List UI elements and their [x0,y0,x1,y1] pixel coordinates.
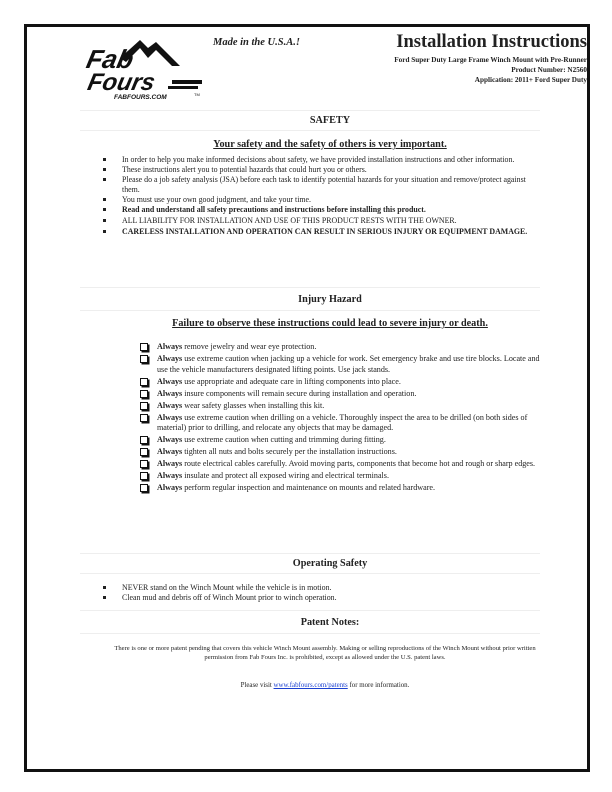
injury-item [140,435,540,446]
checkbox-icon [140,448,148,456]
safety-item [100,216,535,226]
always-label: Always [157,354,183,363]
injury-item-text: tighten all nuts and bolts securely per the installation instructions. [184,447,397,456]
safety-list [100,155,535,237]
safety-item-text: Please do a job safety analysis (JSA) before each task to identify potential hazards for your situation and remove/protect against them. [122,175,526,194]
injury-item-text: use extreme caution when drilling on a vehicle. Thoroughly inspect the area to be drilled (on both sides of material) prior to drilling, and relocate any objects that may be damaged. [157,412,528,432]
visit-suffix: for more information. [347,682,410,689]
divider [80,553,540,554]
injury-item [140,342,540,353]
always-label: Always [157,435,183,444]
always-label: Always [157,342,183,351]
safety-item-text: In order to help you make informed decisions about safety, we have provided installation instructions and other information. [122,155,515,164]
checkbox-icon [140,343,148,351]
divider [80,110,540,111]
injury-item [140,354,540,375]
divider [80,633,540,634]
always-label: Always [157,400,183,410]
checkbox-icon [140,460,148,468]
patents-link[interactable]: www.fabfours.com/patents [273,682,348,689]
injury-item-text: route electrical cables carefully. Avoid moving parts, components that become hot and rough or sharp edges. [184,459,536,468]
injury-item-text: use appropriate and adequate care in lifting components into place. [184,376,401,386]
divider [80,310,540,311]
patent-body: There is one or more patent pending that covers this vehicle Winch Mount assembly. Making or selling reproductions of the Winch Mount without prior written permission from Fab Fours Inc. is prohibited, except as allowed under the U.S. patent laws. [114,645,536,662]
safety-item-text: These instructions alert you to potential hazards that could hurt you or others. [122,165,367,175]
injury-item-text: use extreme caution when cutting and trimming during fitting. [184,435,386,444]
injury-item-text: perform regular inspection and maintenance on mounts and related hardware. [184,483,436,492]
checkbox-icon [140,378,148,386]
safety-item-text: ALL LIABILITY FOR INSTALLATION AND USE OF THIS PRODUCT RESTS WITH THE OWNER. [122,215,457,225]
safety-item-text: You must use your own good judgment, and take your time. [122,195,311,205]
application: Application: 2011+ Ford Super Duty [474,76,587,84]
safety-heading: SAFETY [309,115,351,126]
made-in-usa: Made in the U.S.A.! [213,37,300,48]
safety-item-text: CARELESS INSTALLATION AND OPERATION CAN RESULT IN SERIOUS INJURY OR EQUIPMENT DAMAGE. [122,227,528,237]
operating-item-text: NEVER stand on the Winch Mount while the vehicle is in motion. [122,583,332,592]
injury-item [140,459,540,470]
injury-item [140,413,540,434]
checkbox-icon [140,402,148,410]
always-label: Always [157,447,183,456]
injury-item [140,401,540,412]
patent-heading: Patent Notes: [300,617,360,628]
operating-heading: Operating Safety [292,558,368,569]
injury-item [140,483,540,494]
always-label: Always [157,412,183,422]
safety-item [100,205,535,215]
visit-prefix: Please visit [240,682,274,689]
injury-item [140,471,540,482]
svg-text:FABFOURS.COM: FABFOURS.COM [114,94,167,101]
checkbox-icon [140,484,148,492]
safety-item [100,165,535,175]
safety-item [100,155,535,165]
injury-item-text: use extreme caution when jacking up a vehicle for work. Set emergency brake and use tire blocks. Locate and use the vehicle manufacturers designated lifting points. Use jack stands. [157,354,540,374]
svg-text:Fab: Fab [84,44,137,74]
injury-item-text: insure components will remain secure during installation and operation. [184,388,417,398]
safety-item-text: Read and understand all safety precautions and instructions before installing this product. [122,205,426,215]
always-label: Always [157,471,183,480]
always-label: Always [157,376,183,386]
safety-subheading: Your safety and the safety of others is very important. [213,139,447,150]
safety-item [100,175,535,194]
svg-text:TM: TM [194,92,200,97]
always-label: Always [157,483,183,492]
checkbox-icon [140,390,148,398]
checkbox-icon [140,414,148,422]
doc-title: Installation Instructions [396,32,587,52]
divider [80,287,540,288]
operating-item-text: Clean mud and debris off of Winch Mount prior to winch operation. [122,593,337,603]
safety-item [100,227,535,237]
product-description: Ford Super Duty Large Frame Winch Mount with Pre-Runner [394,56,587,64]
operating-item [100,593,535,603]
operating-item [100,583,535,593]
operating-list [100,583,535,603]
injury-item-text: insulate and protect all exposed wiring and electrical terminals. [184,471,389,480]
fab-fours-logo [84,36,204,102]
checkbox-icon [140,472,148,480]
svg-text:Fours: Fours [85,69,158,96]
divider [80,130,540,131]
injury-heading: Injury Hazard [298,294,362,305]
safety-item [100,195,535,205]
patent-visit-line [110,682,540,689]
divider [80,610,540,611]
injury-item [140,389,540,400]
injury-subheading: Failure to observe these instructions could lead to severe injury or death. [172,318,488,329]
injury-item-text: remove jewelry and wear eye protection. [184,342,317,351]
always-label: Always [157,459,183,468]
divider [80,573,540,574]
product-number: Product Number: N2560 [511,66,587,74]
always-label: Always [157,388,183,398]
injury-item [140,447,540,458]
checkbox-icon [140,436,148,444]
checkbox-icon [140,355,148,363]
injury-item-text: wear safety glasses when installing this kit. [184,400,325,410]
injury-item [140,377,540,388]
injury-list [140,342,540,495]
